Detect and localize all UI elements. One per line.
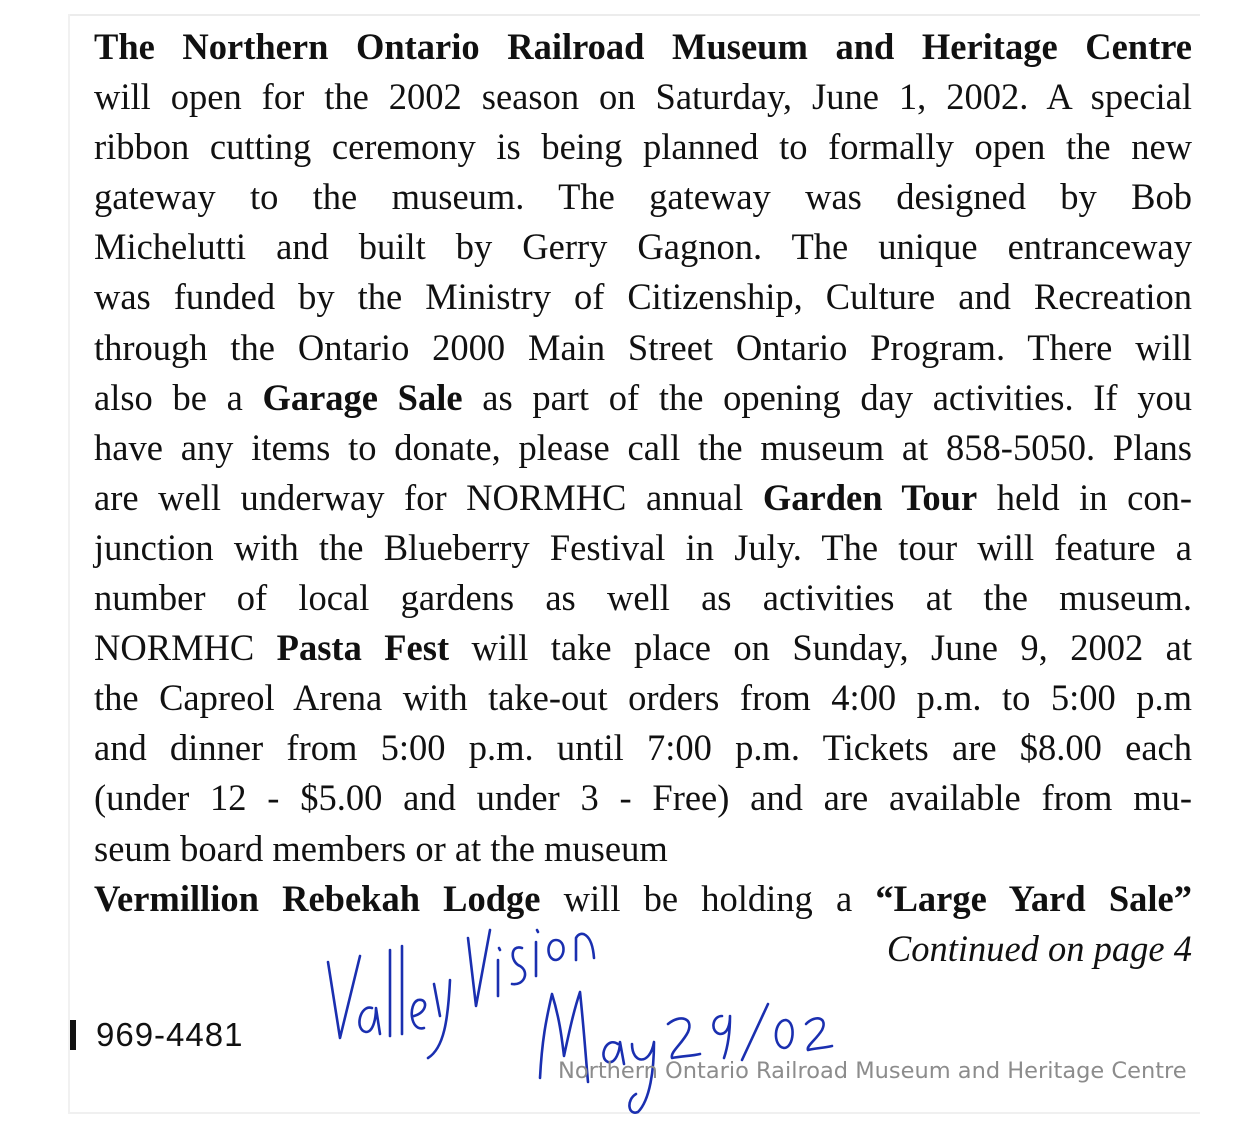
article-line bbox=[94, 773, 1192, 823]
article-text: held in con- bbox=[977, 476, 1192, 518]
article-text: gateway to the museum. The gateway was designed by Bob bbox=[94, 176, 1192, 218]
phone-number-text: 969-4481 bbox=[96, 1016, 244, 1053]
article-text: will take place on Sunday, June 9, 2002 at bbox=[449, 627, 1192, 669]
article-text: number of local gardens as well as activities at the museum. bbox=[94, 577, 1192, 619]
article-text: the Capreol Arena with take-out orders from 4:00 p.m. to 5:00 p.m bbox=[94, 677, 1192, 719]
article-text: will open for the 2002 season on Saturday, June 1, 2002. A special bbox=[94, 76, 1192, 118]
handwritten-publication-name bbox=[328, 930, 594, 1058]
article-text: and dinner from 5:00 p.m. until 7:00 p.m. Tickets are $8.00 each bbox=[94, 727, 1192, 769]
article-text: through the Ontario 2000 Main Street Ontario Program. There will bbox=[94, 326, 1192, 368]
clipping-edge-top bbox=[70, 14, 1200, 16]
article-bold-text: Garage Sale bbox=[262, 376, 463, 418]
article-bold-text: The Northern Ontario Railroad Museum and Heritage Centre bbox=[94, 26, 1192, 67]
article-text: ribbon cutting ceremony is being planned to formally open the new bbox=[94, 126, 1192, 168]
article-bold-text: “Large Yard Sale” bbox=[875, 877, 1192, 919]
article-text: will be holding a bbox=[540, 877, 876, 919]
article-line bbox=[94, 473, 1192, 523]
article-line bbox=[94, 22, 1192, 72]
article-line bbox=[94, 824, 1192, 874]
article-text: Michelutti and built by Gerry Gagnon. The unique entranceway bbox=[94, 226, 1192, 268]
article-line bbox=[94, 673, 1192, 723]
article-line bbox=[94, 222, 1192, 272]
article-text: NORMHC bbox=[94, 627, 277, 669]
article-text: junction with the Blueberry Festival in July. The tour will feature a bbox=[94, 526, 1192, 568]
article-line bbox=[94, 72, 1192, 122]
article-bold-text: Pasta Fest bbox=[276, 627, 450, 669]
article-line bbox=[94, 874, 1192, 924]
article-bold-text: Vermillion Rebekah Lodge bbox=[94, 877, 541, 919]
article-line bbox=[94, 323, 1192, 373]
article-text: seum board members or at the museum bbox=[94, 827, 668, 869]
article-line bbox=[94, 373, 1192, 423]
article-line bbox=[94, 623, 1192, 673]
article-text: was funded by the Ministry of Citizenship, Culture and Recreation bbox=[94, 276, 1192, 318]
article-body bbox=[94, 22, 1192, 974]
article-line bbox=[94, 423, 1192, 473]
article-text: as part of the opening day activities. If you bbox=[462, 376, 1192, 418]
article-line bbox=[94, 723, 1192, 773]
handwritten-annotation bbox=[310, 920, 870, 1120]
archive-watermark: Northern Ontario Railroad Museum and Heritage Centre bbox=[558, 1058, 1187, 1084]
article-bold-text: Garden Tour bbox=[762, 476, 978, 518]
article-line bbox=[94, 172, 1192, 222]
handwritten-date bbox=[540, 992, 832, 1113]
article-line bbox=[94, 523, 1192, 573]
article-line bbox=[94, 122, 1192, 172]
article-text: are well underway for NORMHC annual bbox=[94, 476, 763, 518]
article-line bbox=[94, 573, 1192, 623]
article-text: also be a bbox=[94, 376, 263, 418]
article-text: have any items to donate, please call the museum at 858-5050. Plans bbox=[94, 426, 1192, 468]
phone-number bbox=[70, 1016, 243, 1054]
clipping-edge-left bbox=[68, 14, 70, 1114]
continued-note: Continued on page 4 bbox=[886, 927, 1192, 969]
phone-bar-mark bbox=[70, 1020, 76, 1050]
article-text: (under 12 - $5.00 and under 3 - Free) and are available from mu- bbox=[94, 777, 1192, 819]
article-line bbox=[94, 272, 1192, 322]
